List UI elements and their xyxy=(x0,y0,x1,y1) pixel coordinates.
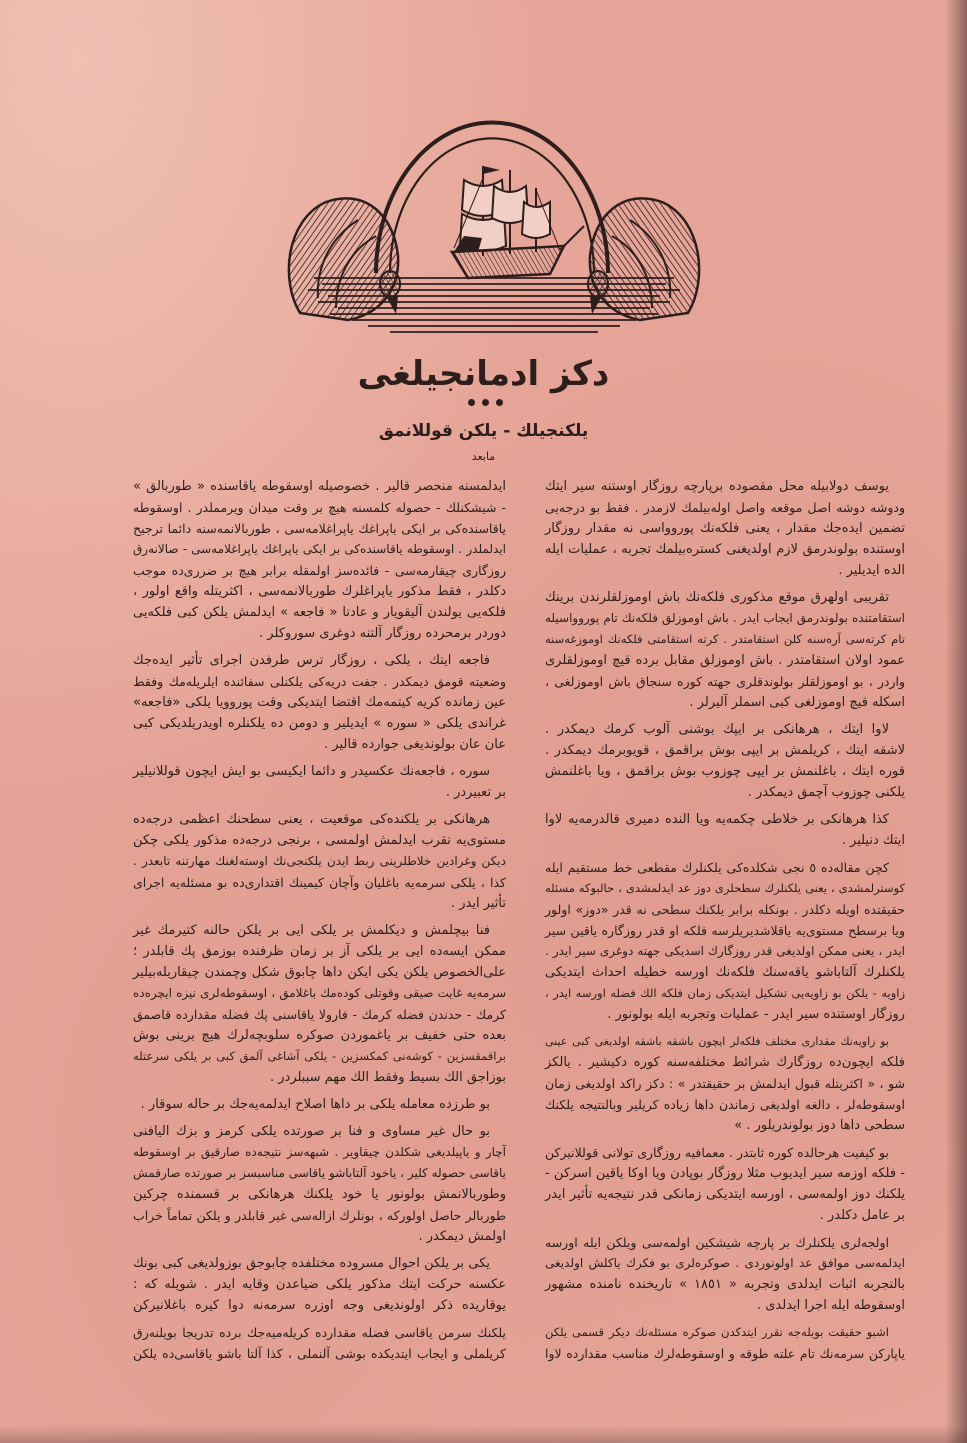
text-line: براقمقسزين - كوشه‌نی كمكسزين - يلكی آشاغی آلمق كبی بر يلكی سرعتله xyxy=(133,1049,506,1063)
text-line: سوره ، فاجعه‌نك عكسيدر و دائما ايكيسی بو ايش ايچون قوللانيلير xyxy=(133,764,490,779)
text-line: - شيشكنلك - حصوله كلمسنه هيچ بر وقت ميدان ويرمملدر . اوسقوطه xyxy=(133,500,506,515)
swans-ship-illustration xyxy=(278,108,710,340)
paragraph xyxy=(133,761,506,803)
text-line: وطوربالانمش بولونور يا خود يلكنك هرهانكی بر قسمنده چركين xyxy=(133,1187,506,1202)
text-line: اوسقوطه‌لر ، دالغه اولديغی زماندن داها زياده كريلير وبالنتيجه يلكنك xyxy=(545,1097,905,1112)
text-line: يلكنلرك آلتاباشو ياقه‌سنك فلكه‌نك اورسه خطيله احداث ايتديكی xyxy=(545,965,905,980)
text-line: لاشقه ايتك ، كريلمش بر ايپی بوش براقمق ، قويوبرمك ديمكدر . xyxy=(545,743,905,758)
text-line: اسكله قيچ اوموزلغی كبی اسملر آليرلر . xyxy=(689,695,905,710)
paragraph xyxy=(133,1253,506,1316)
text-line: ايتك دنيلير . xyxy=(841,833,905,848)
text-line: ممكن ايسه‌ده ايی بر يلكی آز بر زمان ظرفنده بوزمق پك قابلدر ؛ xyxy=(133,944,506,959)
text-line: بر عامل دكلدر . xyxy=(819,1208,905,1223)
text-line: مستوی‌يه تقرب ايدلمش اولمسی ، برنجی درجه‌ده مذكور يلكی چكن xyxy=(133,833,506,848)
paragraph xyxy=(545,1322,905,1364)
text-line: بالتجربه اثبات ايدلدی وتجربه « ١٨٥١ » تاريخنده نامنده مشهور xyxy=(545,1277,905,1292)
text-line: كرمك - حدندن فضله كرمك - فارولا ياقاسنی پك فضله مقدارده قاصمق xyxy=(133,1007,506,1022)
paragraph xyxy=(133,1121,506,1247)
text-line: دكلدر ، فقط مذكور ياپراغلرك طوربالانمه‌سی ، اكثريتله واقع اولور ، xyxy=(133,584,506,599)
text-line: طوربالر حاصل اولوركه ، بونلرك ازاله‌سی غير قابلدر و يلكن تماماً خراب xyxy=(133,1208,506,1223)
text-line: فلكه‌يی يولندن آليقويار و عادتا « فاجعه » ايدلمش يلكن كبی فلكه‌يی xyxy=(133,605,506,620)
text-line: بر تعبيردر . xyxy=(445,785,506,800)
text-line: روزگار اوستنده سير ايدر - عمليات وتجربه ايله بولونور . xyxy=(607,1007,905,1022)
text-line: بو زاويه‌نك مقداری مختلف فلكه‌لر ايچون باشقه باشقه اولديغی كبی عينی xyxy=(545,1035,889,1048)
paragraph xyxy=(545,1031,905,1136)
page-title: دكز ادمانجيلغی xyxy=(357,354,610,394)
text-line: عين زمانده كريه كيتمه‌مك اقتضا ايتديكی وقت پوروويا يلكی «فاجعه» xyxy=(133,695,506,710)
text-line: عمود اولان استقامتدر . باش اوموزلق مقابل برده قيچ اوموزلقلری xyxy=(545,653,905,668)
text-line: سرمه‌يه غايت صيقی وقوتلی كوده‌مك باغلامق ، اوسقوطه‌لری نيزه ايچره‌ده xyxy=(133,986,506,1000)
paragraph xyxy=(545,719,905,803)
paragraph xyxy=(133,920,506,1088)
text-line: وضعيته قومق ديمكدر . جفت دريه‌كی يلكنلی سفائنده ايلريله‌مك وفقط xyxy=(133,674,506,689)
text-line: ايدلمسنه منحصر قالير . خصوصيله اوسقوطه ياقاسنده « طوربالق » xyxy=(133,479,506,494)
ornament-dot xyxy=(482,399,489,406)
paragraph xyxy=(133,1322,506,1364)
text-line: ياقاسنده‌كی بر ايكی ياپراغك ياپراغلامه‌سی ، طوربالانمه‌سنه دائما ترجيح xyxy=(133,521,506,536)
ornament-dot xyxy=(496,399,503,406)
text-line: آچار و ياپيلديغی شكلدن چيقاوير . شبهه‌سز نتيجه‌ده صارقيق بر اوسقوطه xyxy=(133,1145,506,1159)
text-line: يلكنك دوز اولمه‌سی ، اورسه ايتديكی زمانكی قدر نتيجه‌يه تأثير ايدر xyxy=(545,1187,905,1202)
text-line: ديكن وغرادين خلاطلرينی ربط ايدن يلكنجی‌نك اوسته‌لغنك مهارتنه تابعدر . xyxy=(133,854,506,868)
text-line: كذا هرهانكی بر خلاطی چكمه‌يه ويا النده دميری قالدرمه‌يه لاوا xyxy=(545,812,889,827)
text-line: استقامتنده بولوندرمق ايجاب ايدر . باش اوموزلق فلكه‌نك تام پوروواسيله xyxy=(545,611,905,625)
paragraph xyxy=(545,1232,905,1316)
paragraph xyxy=(545,857,905,1025)
text-line: تام كرته‌سی آره‌سنه كلن استقامتدر . كرته استقامتی فلكه‌نك اوموزغه‌سنه xyxy=(545,632,905,646)
text-line: تضمين ايده‌جك مقدار ، يعنی فلكه‌نك پوروواسی نه مقدار روزگار xyxy=(545,521,905,536)
text-line: يوسف دولابيله محل مقصوده برپارچه روزگار اوستنه سير ايتك xyxy=(545,479,889,494)
continued-label: مابعد xyxy=(471,450,496,463)
text-line: اوسقوطه ايله اجرا ايدلدی . xyxy=(756,1298,905,1313)
text-line: بو كيفيت هرحالده كوره ثابتدر . معمافيه روزگاری تولانی قوللانيركن xyxy=(544,1145,889,1160)
text-line: شو ، « اكثريتله قبول ايدلمش بر حقيقتدر » : دكز راكد اولديغی زمان xyxy=(545,1076,905,1091)
text-line: الده ايديلير . xyxy=(838,563,905,578)
text-line: اشبو حقيقت بويله‌جه تقرر ايتدكدن صوكره مسئله‌نك ديكر قسمی يلكن xyxy=(545,1325,889,1339)
text-line: ياقاسی حصوله كلير ، ياخود آلتاباشو ياقاسی مناسبسز بر صورتده صارقمش xyxy=(133,1166,506,1180)
text-line: قوره ايتك ، باغلنمش بر ايپی چوزوب بوش براقمق ، ويا باغلنمش xyxy=(545,764,905,779)
text-line: - فلكه اوزمه سير ايديوب مثلا روزگار بوپادن ويا اوكا ياقين اسركن - xyxy=(545,1166,905,1181)
paragraph xyxy=(545,1142,905,1226)
text-line: بو طرزده معامله يلكی بر داها اصلاح ايدلمه‌يه‌جك بر حاله سوقار . xyxy=(140,1097,490,1112)
text-line: فاجعه ايتك ، يلكی ، روزگار ترس طرفدن اجرای تأثير ايده‌جك xyxy=(133,653,490,668)
text-line: بو حال غير مساوی و فنا بر صورتده يلكی كرمز و بزك اليافنی xyxy=(133,1124,490,1139)
paragraph xyxy=(545,587,905,713)
paragraph xyxy=(133,650,506,755)
text-line: ايدر ، يعنی ممكن اولديغی قدر روزگارك اسديكی جهته دوغری سير ايدر . xyxy=(545,944,905,958)
text-line: عان عان بولونديغی جوارده قالير . xyxy=(324,737,506,752)
text-line: ويا برسطح مستوی‌يه ياقلاشديريلرسه فلكه او قدر روزگاره ياقين سير xyxy=(545,923,905,938)
text-line: ايدلملدر . اوسقوطه ياقاسنده‌كی بر ايكی ياپراغك ياپراغلامه‌سی - صالانه‌رق xyxy=(133,542,506,556)
ship xyxy=(452,166,584,278)
text-line: تقريبی اولهرق موقع مذكوری فلكه‌نك باش اوموزلقلرندن برينك xyxy=(545,590,889,605)
text-line: كچن مقاله‌ده ٥ نجی شكلده‌كی يلكنلرك مقطعی خط مستقيم ايله xyxy=(545,860,889,875)
text-line: يلكنك سرمن ياقاسی فضله مقدارده كريله‌ميه‌جك برده تدريجا بويلنه‌رق xyxy=(133,1325,506,1340)
right-column xyxy=(545,476,905,1364)
title-ornament-dots xyxy=(466,399,506,409)
page-subtitle: يلكنجيلك - يلكن قوللانمق xyxy=(378,421,589,441)
text-line: اولجه‌لری يلكنلرك بر پارچه شيشكين اولمه‌سی ويلكن ايله اورسه xyxy=(545,1235,889,1250)
text-line: هرهانكی بر يلكنده‌كی موقعيت ، يعنی سطحنك اعظمی درجه‌ده xyxy=(133,812,490,827)
ornament-dot xyxy=(468,399,475,406)
text-line: اولمش ديمكدر . xyxy=(418,1229,506,1244)
paragraph xyxy=(133,809,506,914)
paragraph xyxy=(545,476,905,581)
text-line: ودوشه دوشه اصل موقعه واصل اوله‌بيلمك لازمدر . فقط بو درجه‌يی xyxy=(545,500,905,515)
text-line: ايدلمه‌سی موافق عد اولونوردی . صوكره‌لری بو فكرك ياكلش اولديغی xyxy=(545,1256,905,1270)
text-line: واردر ، بو اوموزلقلر بولوندقلری جهته كوره سنجاق باش اوموزلغی ، xyxy=(545,674,905,689)
text-line: روزگاری چيقارمه‌سی - فائده‌سز اولمقله برابر هيچ بر ضرری‌ده موجب xyxy=(133,563,506,578)
paragraph xyxy=(545,809,905,851)
text-line: غراندی يلكی « سوره » ايديلير و دومن ده يلكنلره اويدريلديكی كبی xyxy=(133,716,506,731)
text-line: كريلملی و ايجاب ايتديكده بوشی آلنملی ، كذا آلتا باشو ياقاسی‌ده يلكن xyxy=(133,1346,506,1361)
text-line: يوقاريده ذكر اولونديغی وجه اوزره سرمه‌نه دوا كيره باغلانيركن xyxy=(133,1298,506,1313)
text-line: اوستنده بولوندرمق لازم اولديغنی كستره‌بيلمك تجربه ، عمليات ايله xyxy=(545,542,905,557)
text-line: يكی بر يلكن احوال مسروده مختلفده چابوجق بوزولديغی كبی بونك xyxy=(133,1256,490,1271)
text-line: حقيقتده اويله دكلدر . بونكله برابر يلكنك سطحی نه قدر «دوز» اولور xyxy=(545,902,905,917)
text-line: عكسنه حركت ايتك مذكور يلكی ضياعدن وقايه ايدر . شويله كه : xyxy=(133,1277,506,1292)
text-line: فلكه ايچون‌ده روزگارك شرائط مختلفه‌سنه كوره دكيشير . يالكز xyxy=(545,1055,905,1070)
paragraph xyxy=(133,1094,506,1115)
text-line: كوسترلمشدی ، يعنی يلكنلرك سطحلری دوز عد ايدلمشدی ، حالبوكه مسئله xyxy=(545,881,905,895)
text-line: زاويه - يلكن بو زاويه‌يی تشكيل ايتديكی زمان فلكه الك فضله اورسه ايدر ، xyxy=(545,986,905,1000)
text-line: ياپاركن سرمه‌نك تام علته طوقه و اوسقوطه‌لرك مناسب مقدارده لاوا xyxy=(545,1346,905,1361)
text-line: كذا ، يلكی سرمه‌يه باغليان وآچان كيمينك اقتداری‌ده بو مسئله‌يه اجرای xyxy=(133,875,506,890)
text-line: بوزاجق الك بسيط وفقط الك مهم سببلردر . xyxy=(270,1070,506,1085)
text-line: تأثير ايدر . xyxy=(450,896,506,911)
text-line: بعده حتی خفيف بر ياغموردن صوكره سلوبچه‌لرك هيچ برينی بوش xyxy=(133,1028,506,1043)
text-line: علی‌الخصوص يلكن يكی ايكن داها چابوق شكل وچمندن چيقاريله‌بيلير xyxy=(133,965,506,980)
paragraph xyxy=(133,476,506,644)
text-line: دوردر برمحرده روزگار آلتنه دوغری سوروكلر . xyxy=(259,626,506,641)
left-column xyxy=(133,476,506,1364)
text-line: سطحی داها دوز بولوندريلور . » xyxy=(734,1118,905,1133)
text-line: يلكنی چوزوب آچمق ديمكدر . xyxy=(747,785,905,800)
text-line: لاوا ايتك ، هرهانكی بر ايپك بوشنی آلوب كرمك ديمكدر . xyxy=(545,722,889,737)
text-line: فنا بيچلمش و ديكلمش بر يلكی ايی بر يلكن حالنه كتيرمك غير xyxy=(133,923,490,938)
